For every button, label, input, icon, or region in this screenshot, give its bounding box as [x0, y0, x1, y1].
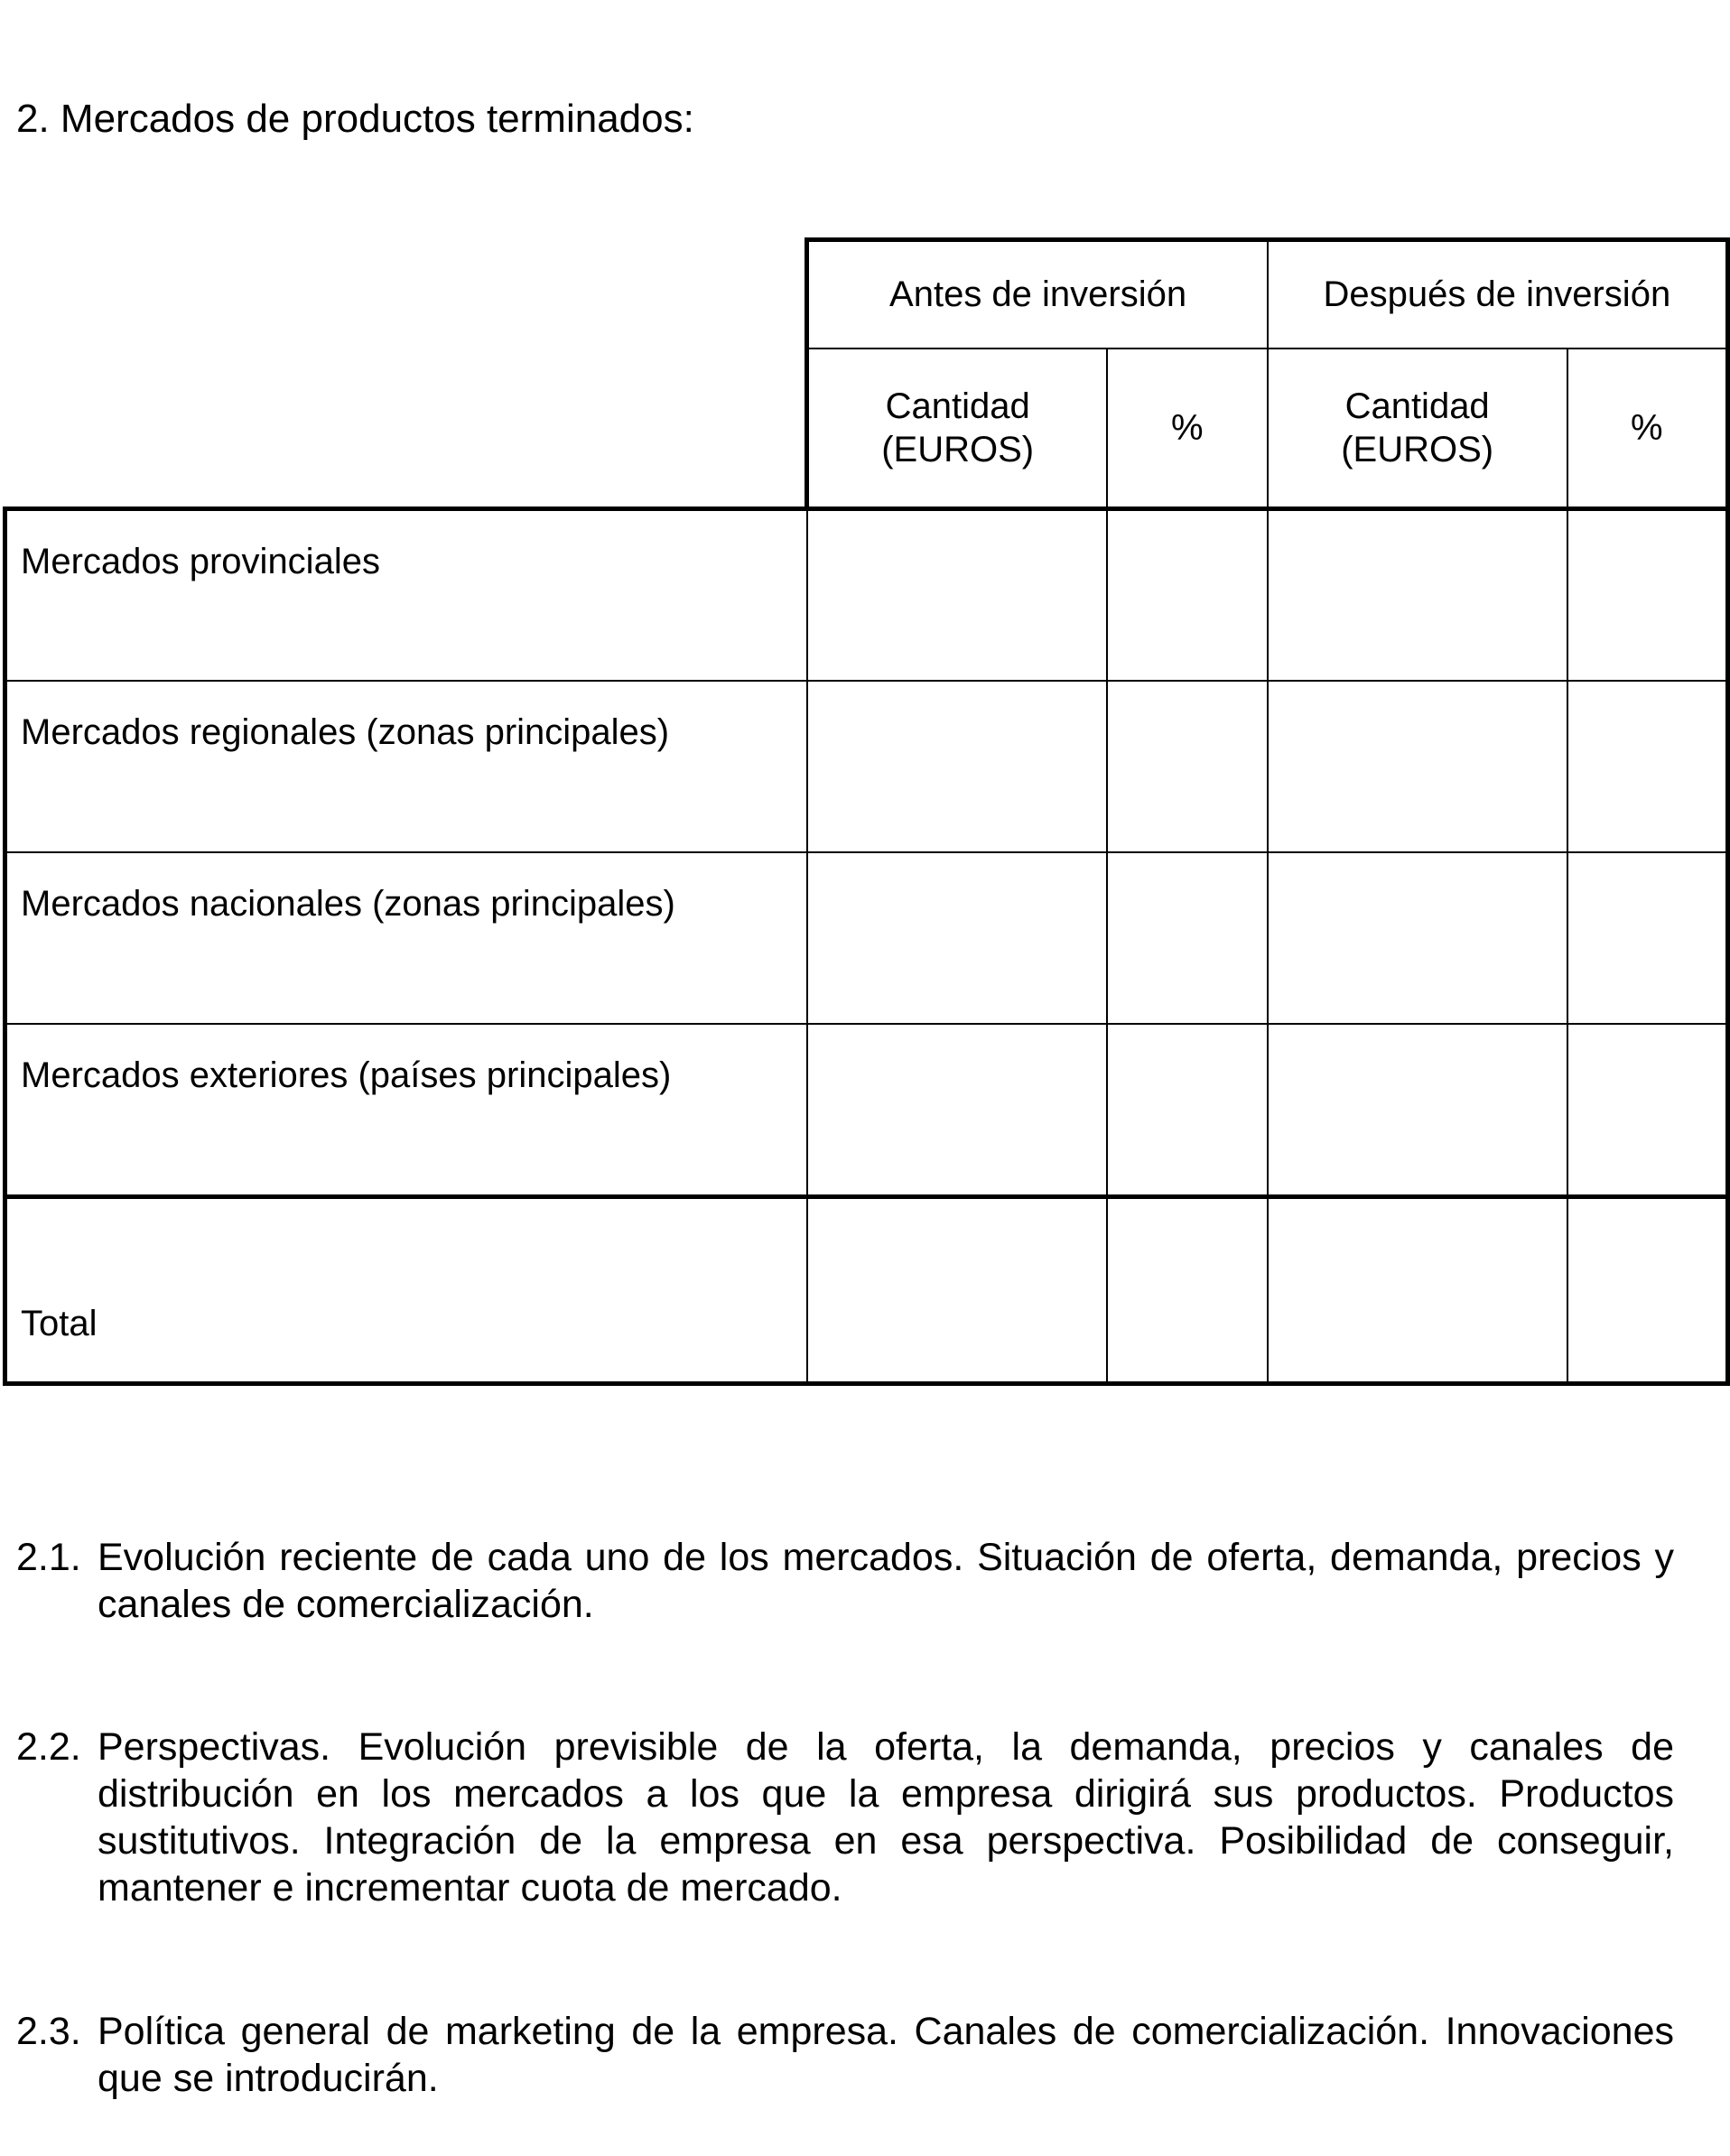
cell-amount-before	[807, 681, 1107, 852]
cell-percent-after	[1567, 681, 1728, 852]
cell-percent-before	[1107, 681, 1268, 852]
cell-amount-after	[1268, 509, 1567, 681]
cell-amount-before	[807, 1024, 1107, 1197]
cell-percent-after	[1567, 509, 1728, 681]
total-percent-after	[1567, 1197, 1728, 1384]
row-label: Mercados nacionales (zonas principales)	[5, 852, 807, 1024]
table-row	[5, 852, 1728, 1024]
subheader-percent-after: %	[1567, 348, 1728, 509]
section-2-2	[16, 1724, 1674, 1911]
subheader-amount-before	[807, 348, 1107, 509]
cell-percent-before	[1107, 1024, 1268, 1197]
section-text: Política general de marketing de la empresa. Canales de comercialización. Innovaciones que se introducirán.	[98, 2010, 1674, 2100]
total-amount-before	[807, 1197, 1107, 1384]
row-label: Mercados provinciales	[5, 509, 807, 681]
section-text: Perspectivas. Evolución previsible de la oferta, la demanda, precios y canales de distribución en los mercados a los que la empresa dirigirá sus productos. Productos sustitutivos. Integración de la empresa en esa perspectiva. Posibilidad de conseguir, mantener e incrementar cuota de mercado.	[98, 1725, 1674, 1910]
cell-amount-after	[1268, 1024, 1567, 1197]
section-text: Evolución reciente de cada uno de los mercados. Situación de oferta, demanda, precios y canales de comercialización.	[98, 1536, 1674, 1626]
subheader-percent-before: %	[1107, 348, 1268, 509]
header-blank-cell	[5, 240, 807, 348]
total-label: Total	[5, 1197, 807, 1384]
section-number: 2.1.	[16, 1536, 81, 1579]
total-amount-after	[1268, 1197, 1567, 1384]
currency-label: (EUROS)	[881, 429, 1035, 469]
cell-percent-before	[1107, 852, 1268, 1024]
total-percent-before	[1107, 1197, 1268, 1384]
table-row	[5, 681, 1728, 852]
cell-amount-before	[807, 852, 1107, 1024]
cell-percent-after	[1567, 852, 1728, 1024]
section-2-3	[16, 2008, 1674, 2102]
cell-amount-after	[1268, 681, 1567, 852]
cell-amount-after	[1268, 852, 1567, 1024]
amount-label: Cantidad	[1344, 386, 1490, 426]
subheader-blank-cell	[5, 348, 807, 509]
section-2-1	[16, 1534, 1674, 1628]
total-row	[5, 1197, 1728, 1384]
currency-label: (EUROS)	[1341, 429, 1494, 469]
row-label: Mercados regionales (zonas principales)	[5, 681, 807, 852]
group-header-before: Antes de inversión	[807, 240, 1268, 348]
section-number: 2.2.	[16, 1725, 81, 1769]
cell-percent-before	[1107, 509, 1268, 681]
subheader-amount-after	[1268, 348, 1567, 509]
table-row	[5, 509, 1728, 681]
group-header-after: Después de inversión	[1268, 240, 1728, 348]
cell-percent-after	[1567, 1024, 1728, 1197]
markets-table	[3, 237, 1730, 1386]
section-number: 2.3.	[16, 2010, 81, 2053]
cell-amount-before	[807, 509, 1107, 681]
row-label: Mercados exteriores (países principales)	[5, 1024, 807, 1197]
amount-label: Cantidad	[885, 386, 1030, 426]
section-heading: 2. Mercados de productos terminados:	[16, 97, 694, 141]
table-row	[5, 1024, 1728, 1197]
